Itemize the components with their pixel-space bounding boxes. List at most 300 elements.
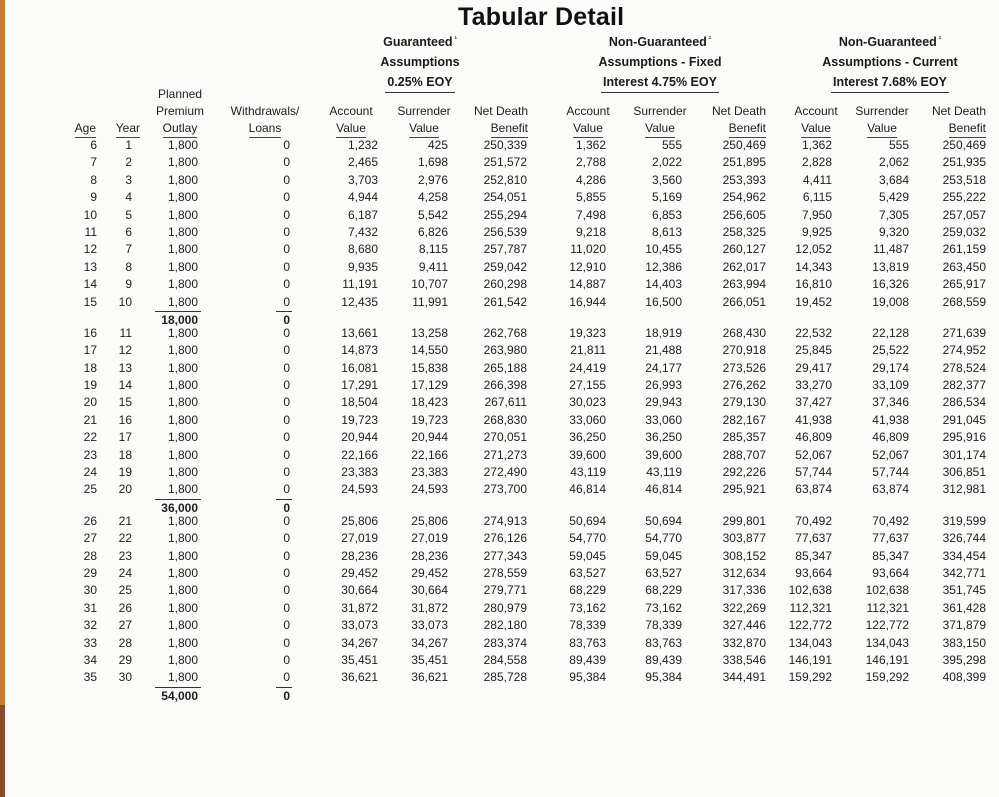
cell-g-account: 36,621	[341, 670, 378, 685]
cell-c-surrender: 77,637	[872, 531, 909, 546]
cell-c-surrender: 102,638	[865, 583, 909, 598]
cell-g-death: 263,980	[483, 343, 527, 358]
cell-g-death: 261,542	[483, 294, 527, 309]
cell-c-surrender: 25,522	[872, 343, 909, 358]
table-row	[0, 241, 999, 258]
cell-f-death: 250,469	[722, 138, 766, 152]
cell-withdrawals: 0	[283, 513, 290, 528]
cell-age: 22	[83, 430, 97, 445]
cell-c-surrender: 29,174	[872, 360, 909, 375]
cell-c-surrender: 112,321	[866, 600, 909, 615]
cell-year: 23	[118, 548, 132, 563]
cell-year: 13	[118, 360, 132, 375]
cell-c-account: 12,052	[795, 242, 832, 257]
cell-c-account: 85,347	[795, 548, 832, 563]
cell-age: 17	[83, 343, 97, 358]
cell-c-account: 33,270	[795, 378, 832, 393]
cell-premium: 1,800	[167, 583, 198, 598]
cell-f-death: 295,921	[722, 482, 766, 497]
cell-g-surrender: 31,872	[411, 600, 448, 615]
cell-g-account: 20,944	[341, 430, 378, 445]
cell-g-account: 18,504	[341, 395, 378, 410]
cell-f-account: 2,788	[575, 155, 606, 170]
cell-c-death: 274,952	[942, 343, 986, 358]
cell-c-surrender: 146,191	[865, 652, 909, 667]
cell-withdrawals: 0	[283, 531, 290, 546]
cell-withdrawals: 0	[283, 412, 290, 427]
subtotal-row	[0, 499, 999, 513]
cell-c-death: 301,174	[942, 447, 986, 462]
cell-premium: 1,800	[167, 138, 198, 152]
cell-f-death: 256,605	[722, 207, 766, 222]
table-row	[0, 325, 999, 342]
cell-g-surrender: 23,383	[411, 465, 448, 480]
cell-c-death: 250,469	[942, 138, 986, 152]
cell-g-surrender: 425	[427, 138, 448, 152]
cell-c-account: 122,772	[788, 618, 832, 633]
cell-c-death: 351,745	[942, 583, 986, 598]
cell-f-account: 21,811	[570, 343, 606, 358]
cell-c-surrender: 46,809	[872, 430, 909, 445]
cell-premium: 1,800	[167, 412, 198, 427]
cell-g-death: 283,374	[483, 635, 527, 650]
cell-g-account: 2,465	[347, 155, 378, 170]
cell-g-account: 24,593	[341, 482, 378, 497]
cell-premium: 1,800	[167, 652, 198, 667]
cell-g-account: 1,232	[347, 138, 378, 152]
header-age: Age	[70, 120, 96, 138]
cell-g-death: 262,768	[483, 325, 527, 340]
cell-year: 21	[118, 513, 132, 528]
table-row	[0, 513, 999, 530]
cell-g-death: 260,298	[483, 277, 527, 292]
cell-f-surrender: 95,384	[645, 670, 682, 685]
cell-premium: 1,800	[167, 343, 198, 358]
cell-f-account: 63,527	[569, 565, 606, 580]
cell-g-death: 256,539	[483, 224, 527, 239]
cell-withdrawals: 0	[283, 447, 290, 462]
cell-year: 11	[119, 325, 132, 340]
cell-f-death: 260,127	[722, 242, 766, 257]
cell-g-account: 27,019	[341, 531, 378, 546]
cell-f-death: 332,870	[722, 635, 766, 650]
table-row	[0, 154, 999, 171]
cell-premium: 1,800	[167, 294, 198, 309]
cell-c-surrender: 13,819	[872, 259, 909, 274]
cell-f-account: 46,814	[569, 482, 606, 497]
group-line1: Non-Guaranteed	[608, 35, 707, 50]
cell-withdrawals: 0	[283, 378, 290, 393]
header-c-surrender: Surrender Value	[850, 103, 914, 138]
cell-g-death: 276,126	[483, 531, 527, 546]
cell-withdrawals: 0	[283, 259, 290, 274]
cell-withdrawals: 0	[283, 207, 290, 222]
cell-g-account: 9,935	[347, 259, 378, 274]
subtotal-rule	[155, 499, 201, 500]
cell-f-surrender: 3,560	[651, 172, 682, 187]
cell-g-surrender: 17,129	[411, 378, 448, 393]
cell-c-account: 16,810	[795, 277, 832, 292]
header-g-death: Net Death Benefit	[456, 103, 528, 138]
cell-year: 7	[125, 242, 132, 257]
cell-c-account: 93,664	[795, 565, 832, 580]
cell-age: 8	[90, 172, 97, 187]
cell-f-account: 50,694	[569, 513, 606, 528]
cell-year: 3	[125, 172, 132, 187]
cell-withdrawals: 0	[283, 277, 290, 292]
cell-f-surrender: 10,455	[645, 242, 682, 257]
cell-c-surrender: 93,664	[872, 565, 909, 580]
cell-age: 11	[84, 224, 97, 239]
table-row	[0, 224, 999, 241]
cell-c-account: 9,925	[801, 224, 832, 239]
cell-c-death: 271,639	[942, 325, 986, 340]
cell-f-account: 5,855	[575, 190, 606, 205]
header-g-surrender: Surrender Value	[392, 103, 456, 138]
group-line2: Assumptions - Current	[822, 55, 958, 70]
cell-c-account: 7,950	[801, 207, 832, 222]
group-line1: Non-Guaranteed	[838, 35, 937, 50]
cell-year: 27	[118, 618, 132, 633]
cell-c-account: 19,452	[795, 294, 832, 309]
table-row	[0, 530, 999, 547]
cell-f-account: 1,362	[575, 138, 606, 152]
cell-g-account: 34,267	[341, 635, 378, 650]
header-withdrawals: Withdrawals/ Loans	[225, 103, 305, 138]
cell-premium: 1,800	[167, 242, 198, 257]
cell-g-account: 12,435	[341, 294, 378, 309]
cell-f-death: 282,167	[722, 412, 766, 427]
cell-f-death: 299,801	[722, 513, 766, 528]
cell-g-account: 25,806	[341, 513, 378, 528]
cell-f-surrender: 54,770	[645, 531, 682, 546]
cell-g-death: 268,830	[483, 412, 527, 427]
cell-g-surrender: 34,267	[411, 635, 448, 650]
cell-age: 7	[90, 155, 97, 170]
cell-g-account: 28,236	[341, 548, 378, 563]
cell-premium: 1,800	[167, 378, 198, 393]
cell-c-surrender: 19,008	[872, 294, 909, 309]
subtotal-rule	[155, 311, 201, 312]
cell-age: 21	[83, 412, 97, 427]
cell-age: 33	[83, 635, 97, 650]
table-row	[0, 429, 999, 446]
subtotal-withdrawals: 0	[283, 312, 290, 327]
cell-premium: 1,800	[167, 635, 198, 650]
subtotal-rule	[276, 687, 292, 688]
table-row	[0, 172, 999, 189]
cell-f-account: 78,339	[569, 618, 606, 633]
group-line2: Assumptions	[380, 55, 460, 70]
cell-f-account: 33,060	[569, 412, 606, 427]
cell-g-surrender: 8,115	[418, 242, 448, 257]
cell-g-account: 13,661	[341, 325, 378, 340]
cell-age: 20	[83, 395, 97, 410]
cell-g-account: 14,873	[341, 343, 378, 358]
cell-premium: 1,800	[167, 482, 198, 497]
photo-edge-shadow	[0, 705, 5, 797]
table-row	[0, 394, 999, 411]
cell-withdrawals: 0	[283, 190, 290, 205]
cell-f-surrender: 43,119	[646, 465, 682, 480]
cell-withdrawals: 0	[283, 224, 290, 239]
cell-c-account: 77,637	[795, 531, 832, 546]
table-row	[0, 447, 999, 464]
cell-g-surrender: 25,806	[411, 513, 448, 528]
cell-g-account: 31,872	[341, 600, 378, 615]
cell-premium: 1,800	[167, 259, 198, 274]
cell-g-death: 285,728	[483, 670, 527, 685]
cell-c-account: 146,191	[788, 652, 832, 667]
cell-f-surrender: 33,060	[645, 412, 682, 427]
cell-year: 4	[125, 190, 132, 205]
cell-c-surrender: 2,062	[878, 155, 909, 170]
cell-f-account: 54,770	[569, 531, 606, 546]
cell-g-surrender: 10,707	[411, 277, 448, 292]
cell-c-death: 306,851	[942, 465, 986, 480]
table-row	[0, 600, 999, 617]
cell-c-account: 112,321	[789, 600, 832, 615]
detail-table	[0, 137, 999, 701]
cell-f-surrender: 78,339	[645, 618, 682, 633]
cell-g-surrender: 4,258	[417, 190, 448, 205]
cell-g-account: 23,383	[341, 465, 378, 480]
cell-c-account: 52,067	[795, 447, 832, 462]
cell-year: 30	[118, 670, 132, 685]
header-f-death: Net Death Benefit	[694, 103, 766, 138]
cell-withdrawals: 0	[283, 395, 290, 410]
cell-g-account: 7,432	[347, 224, 378, 239]
subtotal-row	[0, 311, 999, 325]
cell-year: 1	[125, 138, 132, 152]
cell-g-surrender: 1,698	[417, 155, 448, 170]
cell-year: 12	[118, 343, 132, 358]
cell-c-account: 46,809	[795, 430, 832, 445]
cell-g-surrender: 18,423	[411, 395, 448, 410]
cell-c-surrender: 37,346	[872, 395, 909, 410]
cell-c-death: 361,428	[942, 600, 986, 615]
footnote-mark: ²	[708, 36, 712, 43]
cell-f-death: 268,430	[722, 325, 766, 340]
cell-age: 15	[83, 294, 97, 309]
cell-g-surrender: 22,166	[411, 447, 448, 462]
cell-g-death: 265,188	[483, 360, 527, 375]
footnote-mark: ²	[938, 36, 942, 43]
cell-g-death: 267,611	[484, 395, 527, 410]
cell-f-death: 263,994	[722, 277, 766, 292]
cell-f-death: 303,877	[722, 531, 766, 546]
table-row	[0, 360, 999, 377]
cell-age: 6	[90, 138, 97, 152]
cell-c-account: 134,043	[788, 635, 832, 650]
cell-premium: 1,800	[167, 430, 198, 445]
cell-f-account: 7,498	[575, 207, 606, 222]
cell-g-surrender: 35,451	[411, 652, 448, 667]
header-premium: Planned Premium Outlay	[150, 86, 210, 138]
cell-f-account: 89,439	[569, 652, 606, 667]
cell-f-surrender: 36,250	[645, 430, 682, 445]
cell-f-surrender: 73,162	[645, 600, 682, 615]
subtotal-withdrawals: 0	[283, 688, 290, 703]
cell-f-surrender: 14,403	[645, 277, 682, 292]
cell-g-surrender: 27,019	[411, 531, 448, 546]
cell-year: 10	[118, 294, 132, 309]
cell-c-surrender: 159,292	[865, 670, 909, 685]
cell-c-surrender: 11,487	[873, 242, 909, 257]
cell-withdrawals: 0	[283, 430, 290, 445]
cell-age: 30	[83, 583, 97, 598]
cell-f-account: 73,162	[569, 600, 606, 615]
cell-f-death: 308,152	[722, 548, 766, 563]
cell-c-account: 41,938	[795, 412, 832, 427]
cell-g-death: 273,700	[483, 482, 527, 497]
cell-premium: 1,800	[167, 277, 198, 292]
cell-f-surrender: 89,439	[645, 652, 682, 667]
cell-c-surrender: 122,772	[865, 618, 909, 633]
cell-g-surrender: 2,976	[417, 172, 448, 187]
cell-f-death: 312,634	[722, 565, 766, 580]
cell-c-surrender: 63,874	[872, 482, 909, 497]
cell-c-death: 291,045	[942, 412, 986, 427]
group-line3: Interest 7.68% EOY	[831, 72, 949, 93]
cell-f-death: 338,546	[722, 652, 766, 667]
cell-age: 34	[83, 652, 97, 667]
cell-premium: 1,800	[167, 600, 198, 615]
cell-age: 32	[83, 618, 97, 633]
cell-c-death: 265,917	[942, 277, 986, 292]
cell-withdrawals: 0	[283, 343, 290, 358]
cell-f-death: 251,895	[722, 155, 766, 170]
cell-c-account: 29,417	[795, 360, 832, 375]
cell-f-surrender: 16,500	[645, 294, 682, 309]
cell-g-death: 279,771	[483, 583, 527, 598]
cell-g-account: 16,081	[341, 360, 378, 375]
cell-g-account: 6,187	[347, 207, 378, 222]
cell-f-account: 83,763	[569, 635, 606, 650]
cell-c-account: 2,828	[801, 155, 832, 170]
table-row	[0, 548, 999, 565]
cell-c-surrender: 57,744	[872, 465, 909, 480]
table-row	[0, 377, 999, 394]
cell-age: 23	[83, 447, 97, 462]
cell-c-account: 63,874	[795, 482, 832, 497]
subtotal-premium: 54,000	[161, 688, 198, 703]
cell-g-death: 277,343	[483, 548, 527, 563]
cell-withdrawals: 0	[283, 155, 290, 170]
cell-f-surrender: 26,993	[645, 378, 682, 393]
cell-premium: 1,800	[167, 670, 198, 685]
cell-c-death: 312,981	[942, 482, 986, 497]
cell-premium: 1,800	[167, 325, 198, 340]
cell-year: 18	[118, 447, 132, 462]
column-headers	[0, 82, 999, 137]
page-title: Tabular Detail	[458, 3, 625, 31]
cell-f-death: 276,262	[722, 378, 766, 393]
cell-c-account: 1,362	[801, 138, 832, 152]
footnote-mark: ¹	[454, 36, 457, 43]
cell-f-surrender: 5,169	[651, 190, 682, 205]
cell-g-account: 19,723	[341, 412, 378, 427]
group-line2: Assumptions - Fixed	[598, 55, 722, 70]
cell-f-death: 327,446	[722, 618, 766, 633]
cell-g-account: 17,291	[341, 378, 378, 393]
cell-age: 27	[83, 531, 97, 546]
cell-g-account: 29,452	[341, 565, 378, 580]
cell-year: 14	[118, 378, 132, 393]
cell-f-account: 68,229	[569, 583, 606, 598]
cell-withdrawals: 0	[283, 635, 290, 650]
group-line3: 0.25% EOY	[385, 72, 454, 93]
cell-c-death: 286,534	[942, 395, 986, 410]
cell-g-death: 274,913	[483, 513, 527, 528]
cell-g-death: 280,979	[483, 600, 527, 615]
cell-f-account: 12,910	[569, 259, 606, 274]
header-c-account: Account Value	[788, 103, 844, 138]
subtotal-withdrawals: 0	[283, 500, 290, 515]
cell-c-account: 4,411	[802, 172, 832, 187]
table-row	[0, 259, 999, 276]
cell-year: 25	[118, 583, 132, 598]
header-year: Year	[106, 120, 140, 138]
cell-f-death: 262,017	[722, 259, 766, 274]
cell-age: 14	[83, 277, 97, 292]
cell-f-surrender: 12,386	[645, 259, 682, 274]
cell-g-death: 266,398	[483, 378, 527, 393]
group-line3: Interest 4.75% EOY	[601, 72, 719, 93]
cell-f-account: 39,600	[569, 447, 606, 462]
cell-premium: 1,800	[167, 155, 198, 170]
cell-f-death: 288,707	[722, 447, 766, 462]
cell-age: 26	[83, 513, 97, 528]
cell-f-surrender: 83,763	[645, 635, 682, 650]
cell-f-account: 59,045	[569, 548, 606, 563]
cell-c-account: 159,292	[788, 670, 832, 685]
cell-f-surrender: 50,694	[645, 513, 682, 528]
cell-premium: 1,800	[167, 207, 198, 222]
table-row	[0, 582, 999, 599]
cell-c-surrender: 9,320	[878, 224, 909, 239]
cell-f-death: 258,325	[722, 224, 766, 239]
cell-c-death: 408,399	[942, 670, 986, 685]
cell-withdrawals: 0	[283, 172, 290, 187]
cell-withdrawals: 0	[283, 242, 290, 257]
cell-c-death: 319,599	[942, 513, 986, 528]
cell-g-surrender: 14,550	[411, 343, 448, 358]
cell-withdrawals: 0	[283, 618, 290, 633]
cell-year: 8	[125, 259, 132, 274]
cell-g-surrender: 11,991	[412, 294, 448, 309]
cell-f-death: 322,269	[722, 600, 766, 615]
table-row	[0, 617, 999, 634]
cell-f-account: 27,155	[569, 378, 606, 393]
cell-g-death: 259,042	[483, 259, 527, 274]
cell-g-death: 270,051	[483, 430, 527, 445]
header-f-account: Account Value	[560, 103, 616, 138]
cell-premium: 1,800	[167, 190, 198, 205]
cell-c-death: 278,524	[942, 360, 986, 375]
cell-age: 25	[83, 482, 97, 497]
subtotal-row	[0, 687, 999, 701]
cell-g-death: 257,787	[483, 242, 527, 257]
cell-f-account: 16,944	[569, 294, 606, 309]
cell-c-death: 282,377	[942, 378, 986, 393]
cell-g-account: 4,944	[347, 190, 378, 205]
cell-year: 17	[118, 430, 132, 445]
cell-age: 13	[83, 259, 97, 274]
cell-g-death: 271,273	[483, 447, 527, 462]
cell-c-death: 251,935	[942, 155, 986, 170]
cell-f-surrender: 39,600	[645, 447, 682, 462]
